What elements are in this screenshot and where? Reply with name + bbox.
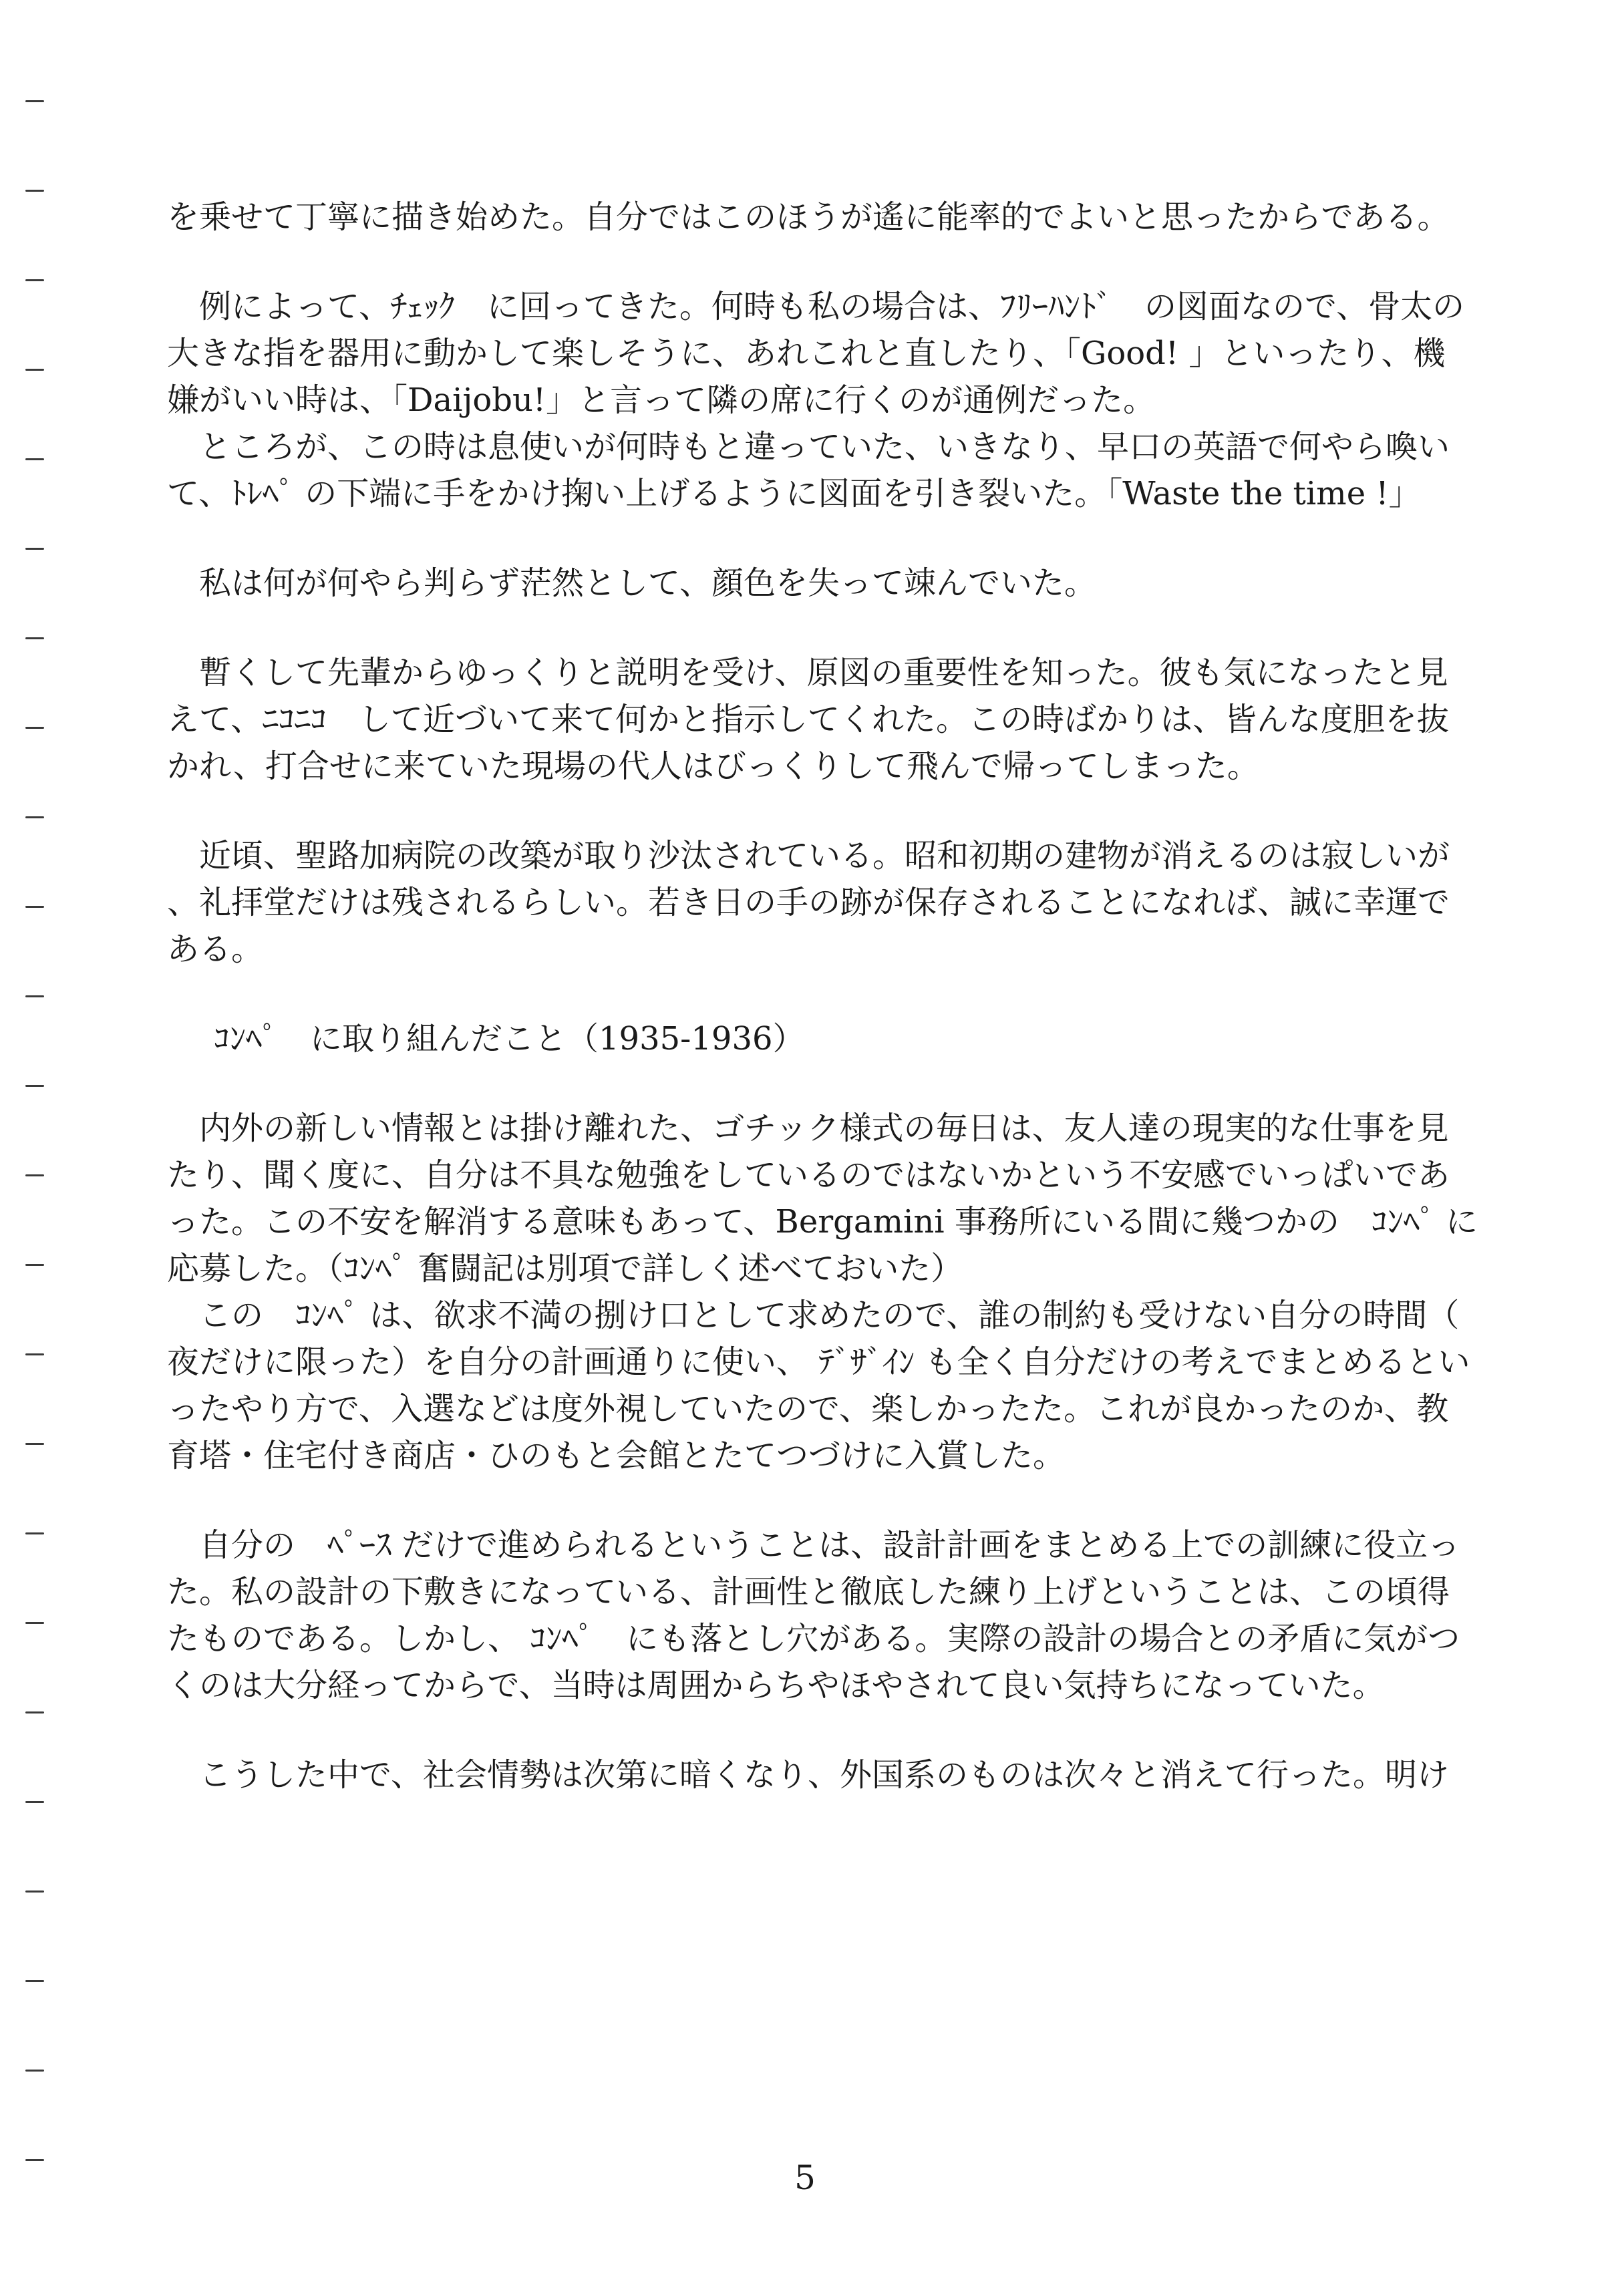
- text-line: ったやり方で、入選などは度外視していたので、楽しかったた。これが良かったのか、教: [167, 1390, 1449, 1428]
- text-line: 自分の ﾍﾟｰｽ だけで進められるということは、設計計画をまとめる上での訓練に役立っ: [167, 1526, 1460, 1564]
- text-line: こうした中で、社会情勢は次第に暗くなり、外国系のものは次々と消えて行った。明け: [167, 1756, 1450, 1794]
- text-line: かれ、打合せに来ていた現場の代人はびっくりして飛んで帰ってしまった。: [167, 748, 1259, 785]
- tick-mark: [25, 369, 44, 371]
- body-text: [167, 194, 1550, 1798]
- tick-mark: [25, 637, 44, 639]
- text-line: 、礼拝堂だけは残されるらしい。若き日の手の跡が保存されることになれば、誠に幸運で: [167, 884, 1450, 921]
- tick-mark: [25, 1622, 44, 1624]
- tick-mark: [25, 1443, 44, 1445]
- text-line: 応募した。（ｺﾝﾍﾟ 奮闘記は別項で詳しく述べておいた）: [167, 1250, 963, 1287]
- tick-mark: [25, 1174, 44, 1176]
- tick-mark: [25, 279, 44, 281]
- binder-tick-marks: [25, 100, 52, 2238]
- text-line: 例によって、ﾁｪｯｸ に回ってきた。何時も私の場合は、ﾌﾘｰﾊﾝﾄﾞ の図面なので、骨太の: [167, 288, 1465, 325]
- tick-mark: [25, 1085, 44, 1087]
- text-line: 嫌がいい時は、「Daijobu!」と言って隣の席に行くのが通例だった。: [167, 381, 1156, 419]
- text-line: た。私の設計の下敷きになっている、計画性と徹底した練り上げということは、この頃得: [167, 1573, 1450, 1611]
- tick-mark: [25, 2070, 44, 2072]
- paragraph-gap: [167, 790, 1550, 832]
- tick-mark: [25, 906, 44, 908]
- paragraph-gap: [167, 1062, 1550, 1105]
- tick-mark: [25, 1891, 44, 1893]
- text-line: 育塔・住宅付き商店・ひのもと会館とたてつづけに入賞した。: [167, 1437, 1066, 1474]
- page-number: 5: [794, 2158, 816, 2197]
- text-line: たり、聞く度に、自分は不具な勉強をしているのではないかという不安感でいっぱいであ: [167, 1156, 1450, 1194]
- tick-mark: [25, 1264, 44, 1266]
- tick-mark: [25, 190, 44, 192]
- paragraph-gap: [167, 1709, 1550, 1752]
- paragraph-gap: [167, 1479, 1550, 1522]
- paragraph-gap: [167, 240, 1550, 283]
- tick-mark: [25, 727, 44, 729]
- text-line: ある。: [167, 931, 264, 968]
- text-line: て、ﾄﾚﾍﾟ の下端に手をかけ掬い上げるように図面を引き裂いた。「Waste the time !」: [167, 475, 1421, 512]
- tick-mark: [25, 100, 44, 102]
- tick-mark: [25, 458, 44, 460]
- tick-mark: [25, 1353, 44, 1355]
- text-line: 私は何が何やら判らず茫然として、顔色を失って竦んでいた。: [167, 564, 1097, 602]
- text-line: 夜だけに限った）を自分の計画通りに使い、 ﾃﾞｻﾞｲﾝ も全く自分だけの考えでまとめるとい: [167, 1343, 1470, 1381]
- text-line: くのは大分経ってからで、当時は周囲からちやほやされて良い気持ちになっていた。: [167, 1667, 1385, 1704]
- text-line: ところが、この時は息使いが何時もと違っていた、いきなり、早口の英語で何やら喚い: [167, 428, 1450, 466]
- tick-mark: [25, 1711, 44, 1713]
- tick-mark: [25, 816, 44, 818]
- section-heading: ｺﾝﾍﾟ に取り組んだこと（1935-1936）: [214, 1020, 805, 1057]
- tick-mark: [25, 995, 44, 997]
- text-line: 大きな指を器用に動かして楽しそうに、あれこれと直したり、「Good! 」といったり、機: [167, 335, 1446, 372]
- text-line: この ｺﾝﾍﾟ は、欲求不満の捌け口として求めたので、誰の制約も受けない自分の時間（: [167, 1297, 1460, 1334]
- tick-mark: [25, 548, 44, 550]
- text-line: 近頃、聖路加病院の改築が取り沙汰されている。昭和初期の建物が消えるのは寂しいが: [167, 837, 1450, 874]
- text-line: った。この不安を解消する意味もあって、Bergamini 事務所にいる間に幾つかの ｺﾝﾍﾟ に: [167, 1203, 1478, 1241]
- text-line: を乗せて丁寧に描き始めた。自分ではこのほうが遙に能率的でよいと思ったからである。: [167, 198, 1450, 236]
- paragraph-gap: [167, 517, 1550, 560]
- text-line: えて、ﾆｺﾆｺ して近づいて来て何かと指示してくれた。この時ばかりは、皆んな度胆を抜: [167, 701, 1450, 738]
- tick-mark: [25, 1532, 44, 1534]
- paragraph-gap: [167, 973, 1550, 1015]
- text-line: 内外の新しい情報とは掛け離れた、ゴチック様式の毎日は、友人達の現実的な仕事を見: [167, 1110, 1449, 1147]
- tick-mark: [25, 1801, 44, 1803]
- text-line: 暫くして先輩からゆっくりと説明を受け、原図の重要性を知った。彼も気になったと見: [167, 654, 1448, 691]
- text-line: たものである。しかし、 ｺﾝﾍﾟ にも落とし穴がある。実際の設計の場合との矛盾に気がつ: [167, 1620, 1460, 1657]
- paragraph-gap: [167, 607, 1550, 649]
- tick-mark: [25, 1980, 44, 1982]
